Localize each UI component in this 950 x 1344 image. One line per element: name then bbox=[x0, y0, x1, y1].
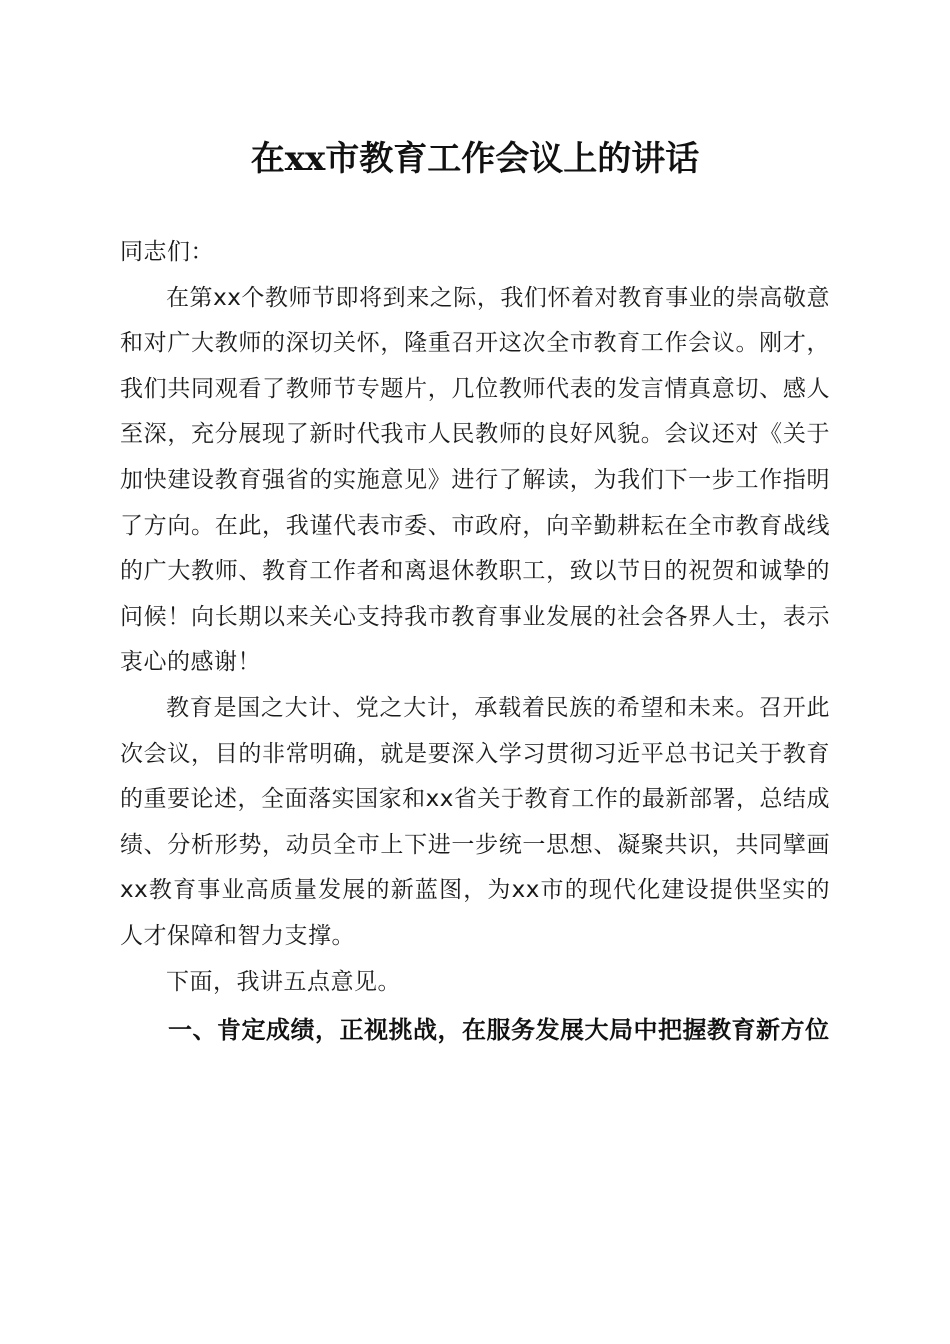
document-body bbox=[120, 230, 830, 1053]
salutation: 同志们： bbox=[120, 239, 214, 265]
section-heading-1: 一、肯定成绩，正视挑战，在服务发展大局中把握教育新方位 bbox=[168, 1016, 830, 1045]
paragraph-3: 下面，我讲五点意见。 bbox=[166, 968, 401, 995]
paragraph-1: 在第xx个教师节即将到来之际，我们怀着对教育事业的崇高敬意和对广大教师的深切关怀，隆重召开这次全市教育工作会议。刚才，我们共同观看了教师节专题片，几位教师代表的发言情真意切、感人至深，充分展现了新时代我市人民教师的良好风貌。会议还对《关于加快建设教育强省的实施意见》进行了解读，为我们下一步工作指明了方向。在此，我谨代表市委、市政府，向辛勤耕耘在全市教育战线的广大教师、教育工作者和离退休教职工，致以节日的祝贺和诚挚的问候！向长期以来关心支持我市教育事业发展的社会各界人士，表示衷心的感谢！ bbox=[120, 284, 830, 676]
document-title: 在xx市教育工作会议上的讲话 bbox=[250, 139, 700, 179]
paragraph-2: 教育是国之大计、党之大计，承载着民族的希望和未来。召开此次会议，目的非常明确，就是要深入学习贯彻习近平总书记关于教育的重要论述，全面落实国家和xx省关于教育工作的最新部署，总结成绩、分析形势，动员全市上下进一步统一思想、凝聚共识，共同擘画xx教育事业高质量发展的新蓝图，为xx市的现代化建设提供坚实的人才保障和智力支撑。 bbox=[120, 694, 830, 949]
